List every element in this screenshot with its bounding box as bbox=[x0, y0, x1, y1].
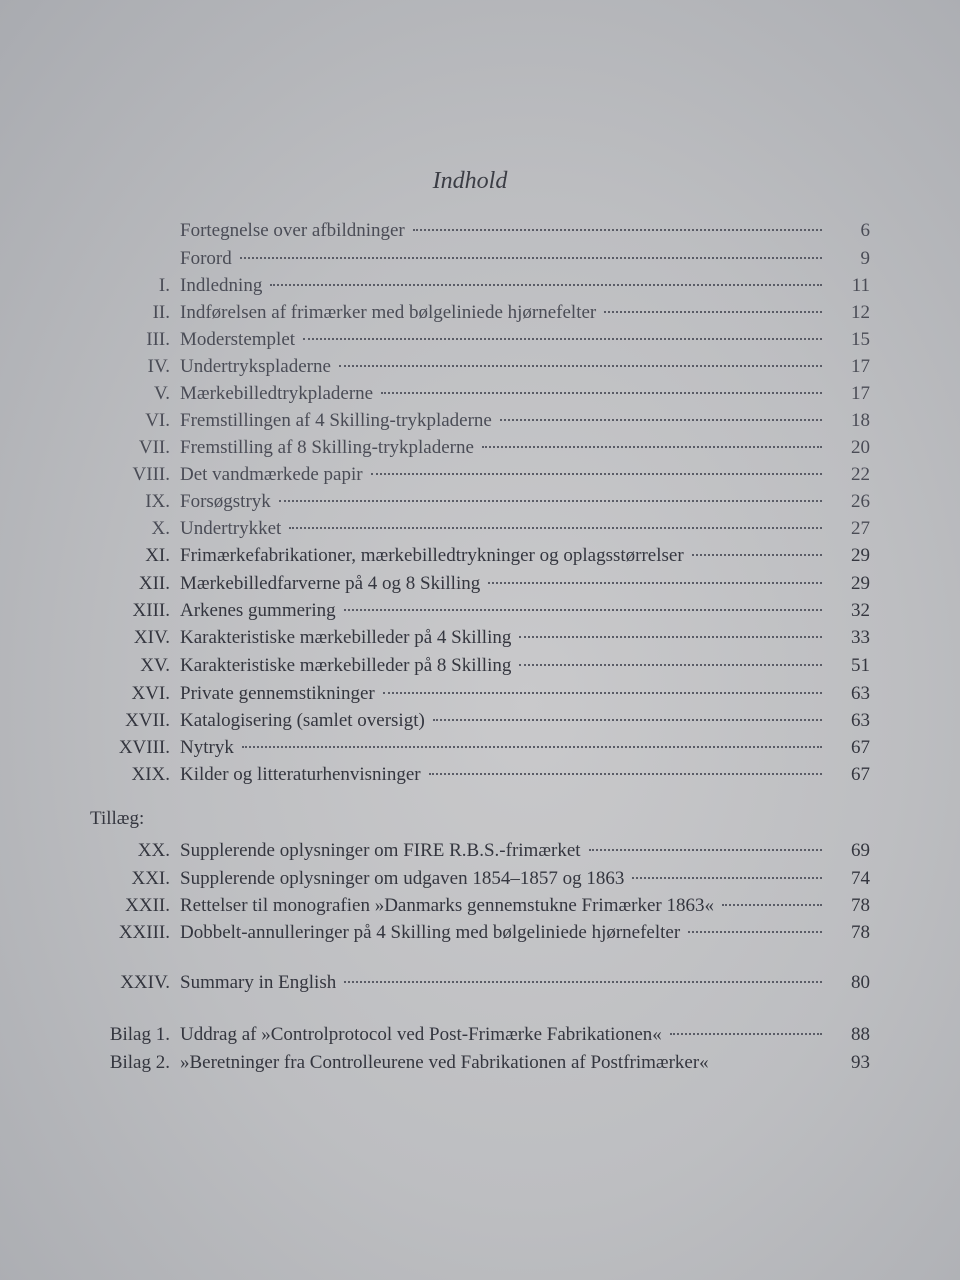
toc-entry-title: Arkenes gummering bbox=[180, 600, 336, 621]
toc-entry bbox=[90, 683, 870, 710]
toc-entry-page: 33 bbox=[851, 627, 870, 648]
toc-entry-number: XVII. bbox=[125, 710, 170, 731]
toc-entry-page: 67 bbox=[851, 737, 870, 758]
toc-entry-number: XXI. bbox=[131, 868, 170, 889]
toc-entry-title: Kilder og litteraturhenvisninger bbox=[180, 764, 421, 785]
toc-entry-page: 26 bbox=[851, 491, 870, 512]
appendix-heading: Tillæg: bbox=[90, 808, 145, 829]
toc-entry-page: 80 bbox=[851, 972, 870, 993]
dot-leader bbox=[632, 877, 822, 879]
dot-leader bbox=[413, 229, 822, 231]
page-title: Indhold bbox=[432, 168, 508, 194]
toc-entry-title: Nytryk bbox=[180, 737, 234, 758]
toc-entry bbox=[90, 356, 870, 383]
toc-entry-number: XIII. bbox=[132, 600, 170, 621]
toc-entry-title: Indførelsen af frimærker med bølgeliniede hjørnefelter bbox=[180, 302, 597, 323]
dot-leader bbox=[270, 284, 822, 286]
toc-entry-title: Katalogisering (samlet oversigt) bbox=[180, 710, 425, 731]
toc-entry-page: 29 bbox=[851, 545, 870, 566]
dot-leader bbox=[242, 746, 822, 748]
toc-entry bbox=[90, 840, 870, 867]
toc-entry-number: XII. bbox=[138, 573, 170, 594]
toc-entry-page: 9 bbox=[860, 248, 870, 269]
toc-entry-title: Karakteristiske mærkebilleder på 8 Skilling bbox=[180, 655, 512, 676]
dot-leader bbox=[488, 582, 822, 584]
toc-entry-title: Undertrykspladerne bbox=[180, 356, 331, 377]
toc-entry-number: VI. bbox=[145, 410, 170, 431]
toc-entry-title: »Beretninger fra Controlleurene ved Fabrikationen af Postfrimærker« bbox=[180, 1052, 709, 1073]
toc-entry-page: 63 bbox=[851, 683, 870, 704]
toc-entry-page: 67 bbox=[851, 764, 870, 785]
toc-entry bbox=[90, 655, 870, 682]
toc-entry-title: Supplerende oplysninger om FIRE R.B.S.-frimærket bbox=[180, 840, 581, 861]
toc-entry bbox=[90, 922, 870, 949]
toc-entry-number: XI. bbox=[145, 545, 170, 566]
toc-entry-page: 27 bbox=[851, 518, 870, 539]
toc-entry bbox=[90, 764, 870, 791]
toc-entry-page: 88 bbox=[851, 1024, 870, 1045]
toc-entry-page: 22 bbox=[851, 464, 870, 485]
dot-leader bbox=[692, 554, 822, 556]
toc-entry-title: Uddrag af »Controlprotocol ved Post-Frimærke Fabrikationen« bbox=[180, 1024, 662, 1045]
toc-entry-title: Dobbelt-annulleringer på 4 Skilling med bølgeliniede hjørnefelter bbox=[180, 922, 681, 943]
toc-entry-title: Mærkebilledfarverne på 4 og 8 Skilling bbox=[180, 573, 481, 594]
dot-leader bbox=[433, 719, 822, 721]
toc-entry-number: V. bbox=[153, 383, 170, 404]
toc-entry bbox=[90, 600, 870, 627]
toc-entry-number: XX. bbox=[137, 840, 170, 861]
dot-leader bbox=[381, 392, 822, 394]
toc-entry-title: Mærkebilledtrykpladerne bbox=[180, 383, 374, 404]
toc-entry bbox=[90, 972, 870, 999]
toc-entry bbox=[90, 383, 870, 410]
toc-entry-title: Summary in English bbox=[180, 972, 337, 993]
toc-entry-title: Frimærkefabrikationer, mærkebilledtrykninger og oplagsstørrelser bbox=[180, 545, 684, 566]
toc-entry bbox=[90, 868, 870, 895]
toc-entry-page: 17 bbox=[851, 383, 870, 404]
dot-leader bbox=[688, 931, 822, 933]
toc-entry-page: 15 bbox=[851, 329, 870, 350]
toc-entry-number: X. bbox=[151, 518, 170, 539]
dot-leader bbox=[604, 311, 822, 313]
toc-entry-number: XIX. bbox=[131, 764, 170, 785]
toc-entry-number: II. bbox=[152, 302, 170, 323]
toc-entry-title: Private gennemstikninger bbox=[180, 683, 375, 704]
dot-leader bbox=[670, 1033, 822, 1035]
toc-entry-number: XVI. bbox=[131, 683, 170, 704]
toc-entry-title: Indledning bbox=[180, 275, 263, 296]
toc-entry bbox=[90, 545, 870, 572]
toc-entry-page: 18 bbox=[851, 410, 870, 431]
toc-entry-title: Rettelser til monografien »Danmarks gennemstukne Frimærker 1863« bbox=[180, 895, 714, 916]
toc-entry-title: Karakteristiske mærkebilleder på 4 Skilling bbox=[180, 627, 512, 648]
toc-entry-page: 32 bbox=[851, 600, 870, 621]
toc-entry-title: Fremstilling af 8 Skilling-trykpladerne bbox=[180, 437, 474, 458]
dot-leader bbox=[519, 636, 822, 638]
toc-entry bbox=[90, 627, 870, 654]
toc-entry-number: IX. bbox=[145, 491, 170, 512]
dot-leader bbox=[482, 446, 822, 448]
toc-entry-title: Moderstemplet bbox=[180, 329, 296, 350]
toc-entry-title: Supplerende oplysninger om udgaven 1854–1857 og 1863 bbox=[180, 868, 625, 889]
dot-leader bbox=[722, 904, 822, 906]
toc-entry-page: 6 bbox=[860, 220, 870, 241]
toc-entry-title: Forord bbox=[180, 248, 232, 269]
dot-leader bbox=[371, 473, 822, 475]
toc-entry bbox=[90, 710, 870, 737]
toc-entry-number: IV. bbox=[147, 356, 170, 377]
dot-leader bbox=[344, 981, 822, 983]
toc-entry-page: 93 bbox=[851, 1052, 870, 1073]
dot-leader bbox=[240, 257, 822, 259]
toc-entry-title: Fortegnelse over afbildninger bbox=[180, 220, 405, 241]
toc-entry-page: 12 bbox=[851, 302, 870, 323]
toc-entry-page: 29 bbox=[851, 573, 870, 594]
toc-entry bbox=[90, 895, 870, 922]
toc-entry bbox=[90, 437, 870, 464]
dot-leader bbox=[279, 500, 822, 502]
toc-entry bbox=[90, 491, 870, 518]
toc-entry bbox=[90, 275, 870, 302]
toc-entry bbox=[90, 220, 870, 247]
toc-entry-title: Forsøgstryk bbox=[180, 491, 271, 512]
toc-entry-number: VIII. bbox=[132, 464, 170, 485]
toc-entry bbox=[90, 302, 870, 329]
toc-entry bbox=[90, 1052, 870, 1079]
toc-entry-title: Undertrykket bbox=[180, 518, 282, 539]
toc-entry-number: VII. bbox=[138, 437, 170, 458]
toc-entry-number: XXIV. bbox=[120, 972, 170, 993]
dot-leader bbox=[589, 849, 822, 851]
dot-leader bbox=[339, 365, 822, 367]
toc-entry-page: 17 bbox=[851, 356, 870, 377]
toc-entry-page: 11 bbox=[851, 275, 870, 296]
dot-leader bbox=[303, 338, 822, 340]
toc-entry-number: XIV. bbox=[133, 627, 170, 648]
toc-entry-page: 74 bbox=[851, 868, 870, 889]
toc-entry-page: 51 bbox=[851, 655, 870, 676]
toc-entry-number: III. bbox=[146, 329, 170, 350]
dot-leader bbox=[383, 692, 822, 694]
toc-entry bbox=[90, 329, 870, 356]
toc-entry-number: Bilag 2. bbox=[109, 1052, 170, 1073]
dot-leader bbox=[289, 527, 822, 529]
toc-entry-title: Det vandmærkede papir bbox=[180, 464, 363, 485]
toc-entry-title: Fremstillingen af 4 Skilling-trykpladerne bbox=[180, 410, 492, 431]
toc-entry-page: 78 bbox=[851, 895, 870, 916]
toc-entry bbox=[90, 464, 870, 491]
dot-leader bbox=[344, 609, 822, 611]
dot-leader bbox=[500, 419, 822, 421]
toc-entry-number: XXII. bbox=[125, 895, 170, 916]
toc-entry bbox=[90, 410, 870, 437]
toc-entry-number: Bilag 1. bbox=[109, 1024, 170, 1045]
toc-entry-page: 78 bbox=[851, 922, 870, 943]
toc-entry-number: XXIII. bbox=[118, 922, 170, 943]
dot-leader bbox=[519, 664, 822, 666]
toc-entry bbox=[90, 1024, 870, 1051]
toc-entry-number: XVIII. bbox=[118, 737, 170, 758]
toc-entry bbox=[90, 248, 870, 275]
toc-entry-number: I. bbox=[158, 275, 170, 296]
dot-leader bbox=[429, 773, 822, 775]
toc-entry-page: 20 bbox=[851, 437, 870, 458]
toc-entry-page: 69 bbox=[851, 840, 870, 861]
toc-entry-number: XV. bbox=[140, 655, 170, 676]
toc-entry bbox=[90, 573, 870, 600]
toc-entry bbox=[90, 518, 870, 545]
toc-entry-page: 63 bbox=[851, 710, 870, 731]
toc-entry bbox=[90, 737, 870, 764]
